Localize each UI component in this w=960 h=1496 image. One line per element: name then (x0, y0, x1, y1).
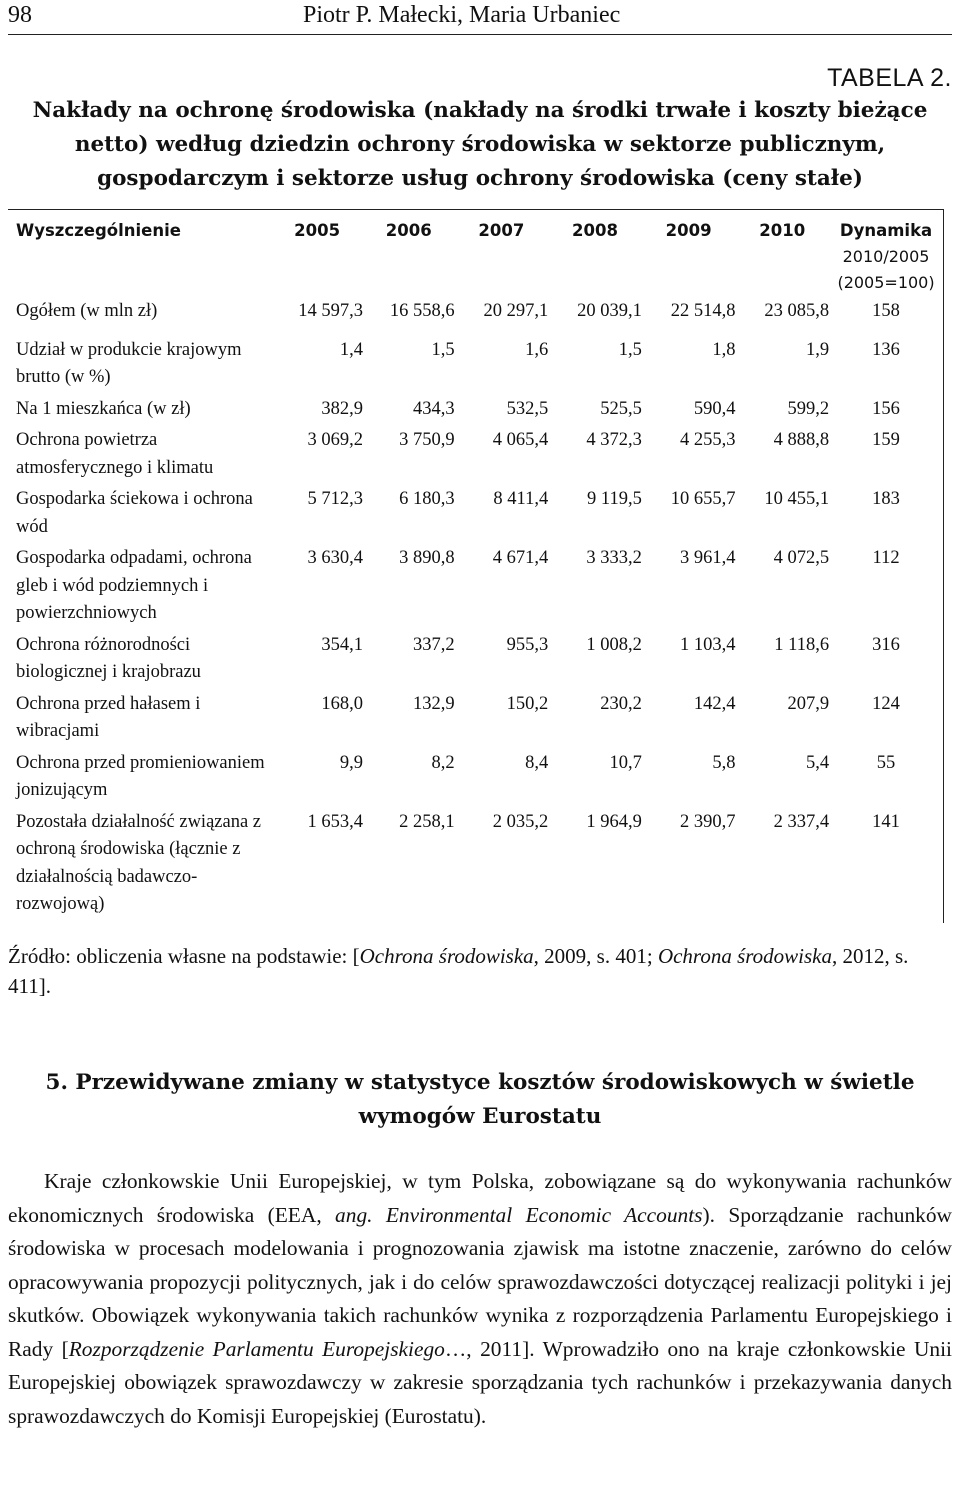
row-label: Ochrona różnorodności biologicznej i krajobrazu (16, 634, 201, 682)
value-cell: 3 069,2 (307, 430, 363, 450)
value-cell: 1,5 (431, 339, 455, 360)
row-label: Na 1 mieszkańca (w zł) (16, 398, 191, 419)
header-year: 2006 (385, 221, 432, 240)
dynamics-cell: 55 (876, 752, 896, 773)
value-cell: 1,4 (339, 339, 363, 360)
para-text-2: ). Sporządzanie rachunków środowiska w procesach modelowania i prognozowania zjawisk ma istotne znaczenie, zarówno do celów opracowywania propozycji politycznych, jak i do celów sprawozdawczości dotyczącej realizacji polityki i jej skutków. Obowiązek wykonywania takich rachunków wynika z rozporządzenia Parlamentu Europejskiego i Rady [ (8, 1202, 952, 1361)
value-cell: 10,7 (609, 752, 642, 773)
dynamics-cell: 316 (872, 634, 900, 655)
row-label: Ochrona powietrza atmosferycznego i klimatu (16, 430, 214, 478)
page-number: 98 (8, 2, 32, 28)
source-mid: , 2009, s. 401; (533, 944, 658, 968)
value-cell: 4 255,3 (679, 430, 736, 450)
value-cell: 532,5 (506, 398, 549, 419)
value-cell: 10 655,7 (670, 489, 736, 509)
value-cell: 22 514,8 (670, 301, 736, 321)
value-cell: 132,9 (412, 693, 455, 714)
value-cell: 9 119,5 (587, 489, 642, 509)
value-cell: 599,2 (787, 398, 830, 419)
source-title-1: Ochrona środowiska (359, 944, 534, 968)
value-cell: 4 372,3 (586, 430, 642, 450)
value-cell: 525,5 (600, 398, 642, 419)
value-cell: 16 558,6 (389, 301, 455, 321)
section-heading: 5. Przewidywane zmiany w statystyce kosztów środowiskowych w świetle wymogów Eurostatu (45, 1070, 915, 1129)
row-label: Ogółem (w mln zł) (16, 301, 158, 321)
data-table-frame (8, 209, 944, 923)
header-year: 2007 (478, 221, 525, 240)
row-label: Pozostała działalność związana z ochroną środowiska (łącznie z działalnością badawczo-rozwojową) (16, 811, 262, 914)
value-cell: 4 888,8 (773, 430, 830, 450)
row-label: Udział w produkcie krajowym brutto (w %) (16, 339, 242, 387)
value-cell: 590,4 (693, 398, 736, 419)
source-title-2: Ochrona środowiska (657, 944, 832, 968)
header-year: 2009 (665, 221, 712, 240)
expenditure-table (8, 210, 943, 919)
value-cell: 1,9 (805, 339, 830, 360)
value-cell: 10 455,1 (764, 489, 830, 509)
value-cell: 4 671,4 (492, 548, 549, 568)
table-label: TABELA 2. (827, 64, 952, 92)
header-dynamics (829, 210, 943, 298)
value-cell: 4 065,4 (492, 430, 549, 450)
value-cell: 2 258,1 (399, 811, 455, 832)
value-cell: 142,4 (693, 693, 736, 714)
value-cell: 20 039,1 (577, 301, 642, 321)
table-header-row (8, 210, 943, 298)
value-cell: 955,3 (506, 634, 549, 655)
page-header (8, 0, 952, 35)
para-text-3: …, 2011]. Wprowadziło ono na kraje członkowskie Unii Europejskiej obowiązek sprawozdawczy w zakresie sporządzania tych rachunków i przekazywania danych sprawozdawczych do Komisji Europejskiej (Eurostatu). (8, 1336, 952, 1428)
value-cell: 8,4 (525, 752, 549, 773)
table-row (8, 423, 943, 482)
value-cell: 8 411,4 (493, 489, 549, 509)
table-source-note (8, 941, 952, 1001)
value-cell: 1 118,6 (774, 634, 830, 655)
row-label: Gospodarka odpadami, ochrona gleb i wód podziemnych i powierzchniowych (16, 548, 252, 623)
dynamics-cell: 124 (872, 693, 900, 714)
value-cell: 1 103,4 (679, 634, 736, 655)
table-row (8, 746, 943, 805)
table-row (8, 805, 943, 919)
value-cell: 354,1 (321, 634, 363, 655)
value-cell: 20 297,1 (483, 301, 549, 321)
source-prefix: Źródło: obliczenia własne na podstawie: [ (8, 944, 360, 968)
value-cell: 3 750,9 (399, 430, 455, 450)
header-year: 2005 (294, 221, 341, 240)
value-cell: 8,2 (431, 752, 455, 773)
header-dynamics-ratio: 2010/2005 (842, 247, 930, 266)
row-label: Ochrona przed promieniowaniem jonizującym (16, 752, 265, 800)
table-row (8, 298, 943, 326)
value-cell: 150,2 (506, 693, 549, 714)
value-cell: 230,2 (600, 693, 642, 714)
dynamics-cell: 156 (872, 398, 900, 419)
value-cell: 207,9 (787, 693, 830, 714)
para-ang: ang. Environmental Economic Accounts (335, 1202, 703, 1227)
value-cell: 5,4 (805, 752, 830, 773)
row-label: Ochrona przed hałasem i wibracjami (16, 693, 201, 741)
dynamics-cell: 159 (872, 430, 900, 450)
dynamics-cell: 183 (872, 489, 900, 509)
dynamics-cell: 141 (872, 811, 900, 832)
value-cell: 1 964,9 (586, 811, 642, 832)
value-cell: 4 072,5 (773, 548, 830, 568)
header-dynamics-base: (2005=100) (837, 273, 935, 292)
header-year: 2010 (759, 221, 806, 240)
source-suffix: , 2012, s. 411]. (8, 944, 909, 998)
value-cell: 5 712,3 (307, 489, 363, 509)
table-row (8, 541, 943, 628)
table-row (8, 482, 943, 541)
value-cell: 434,3 (412, 398, 455, 419)
value-cell: 23 085,8 (764, 301, 830, 321)
value-cell: 2 390,7 (679, 811, 736, 832)
value-cell: 9,9 (339, 752, 363, 773)
value-cell: 168,0 (321, 693, 363, 714)
body-paragraph (8, 1165, 952, 1433)
value-cell: 3 333,2 (586, 548, 642, 568)
value-cell: 2 035,2 (492, 811, 549, 832)
value-cell: 1,5 (618, 339, 642, 360)
value-cell: 3 961,4 (679, 548, 736, 568)
value-cell: 5,8 (712, 752, 736, 773)
header-year: 2008 (572, 221, 618, 240)
dynamics-cell: 136 (872, 339, 900, 360)
value-cell: 1,6 (525, 339, 549, 360)
para-text-1: Kraje członkowskie Unii Europejskiej, w tym Polska, zobowiązane są do wykonywania rachunków ekonomicznych środowiska (EEA, (8, 1169, 952, 1227)
header-cell: Wyszczególnienie (16, 221, 181, 240)
table-row (8, 628, 943, 687)
value-cell: 1 653,4 (307, 811, 363, 832)
para-reference: Rozporządzenie Parlamentu Europejskiego (68, 1336, 445, 1361)
value-cell: 6 180,3 (399, 489, 455, 509)
dynamics-cell: 158 (872, 301, 900, 321)
value-cell: 337,2 (412, 634, 455, 655)
value-cell: 14 597,3 (298, 301, 363, 321)
value-cell: 2 337,4 (773, 811, 830, 832)
value-cell: 1 008,2 (586, 634, 642, 655)
table-row (8, 326, 943, 392)
row-label: Gospodarka ściekowa i ochrona wód (16, 489, 253, 537)
dynamics-cell: 112 (872, 548, 900, 568)
table-row (8, 392, 943, 424)
value-cell: 1,8 (712, 339, 736, 360)
header-dynamics-title: Dynamika (839, 221, 933, 240)
running-head-authors: Piotr P. Małecki, Maria Urbaniec (303, 2, 621, 28)
value-cell: 3 890,8 (399, 548, 455, 568)
table-caption: Nakłady na ochronę środowiska (nakłady na środki trwałe i koszty bieżące netto) według dziedzin ochrony środowiska w sektorze publicznym, gospodarczym i sektorze usług ochrony środowiska (ceny stałe) (32, 98, 928, 191)
value-cell: 3 630,4 (307, 548, 363, 568)
table-row (8, 687, 943, 746)
value-cell: 382,9 (321, 398, 363, 419)
